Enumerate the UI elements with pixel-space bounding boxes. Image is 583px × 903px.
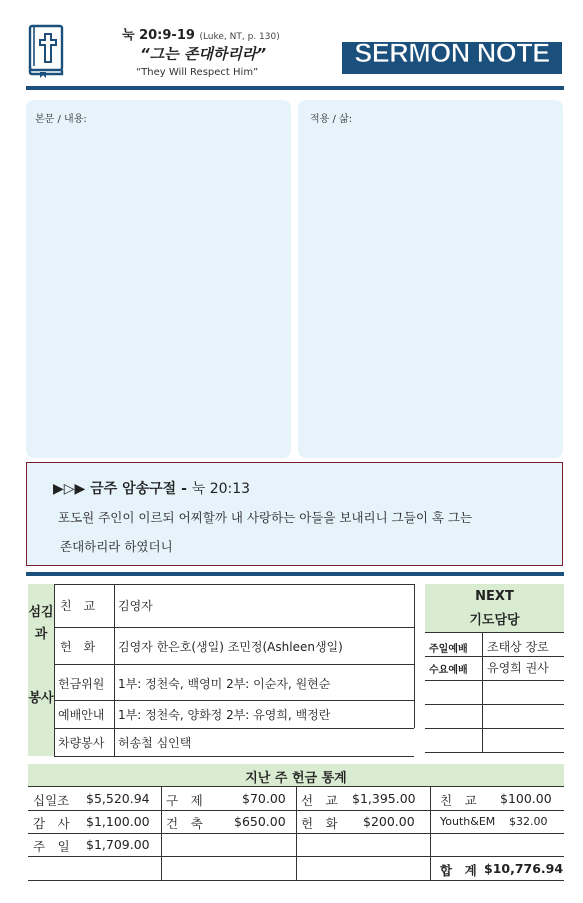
content-note-area[interactable] xyxy=(26,100,291,458)
offering-amount: $32.00 xyxy=(509,815,548,828)
bible-cross-icon xyxy=(26,22,68,78)
offering-label: 감 사 xyxy=(33,816,70,831)
offering-amount: $200.00 xyxy=(363,814,415,829)
offering-amount: $5,520.94 xyxy=(86,791,150,806)
scripture-note: (Luke, NT, p. 130) xyxy=(199,32,280,42)
offering-amount: $100.00 xyxy=(500,791,552,806)
duty-row-value: 1부: 정천숙, 양화정 2부: 유영희, 백정란 xyxy=(118,708,331,722)
memory-verse-text-line1: 포도원 주인이 이르되 어찌할까 내 사랑하는 아들을 보내리니 그들이 혹 그는 xyxy=(58,510,473,525)
next-prayer-title: NEXT xyxy=(475,589,514,604)
offering-label: 친 교 xyxy=(440,793,477,808)
application-note-label: 적용 / 삶: xyxy=(310,114,353,125)
next-prayer-label: 수요예배 xyxy=(429,665,468,676)
next-prayer-value: 유영희 권사 xyxy=(487,661,549,675)
offering-label: 주 일 xyxy=(33,839,70,854)
offering-amount: $650.00 xyxy=(234,814,286,829)
duty-row-label: 예배안내 xyxy=(58,708,105,722)
application-note-area[interactable] xyxy=(298,100,563,458)
duty-row-value: 1부: 정천숙, 백영미 2부: 이순자, 원현순 xyxy=(118,677,331,691)
section-divider xyxy=(26,572,564,576)
memory-verse-title xyxy=(53,478,250,498)
scripture-reference xyxy=(122,24,280,43)
duty-row-label: 헌 화 xyxy=(60,640,96,654)
duty-row-label: 헌금위원 xyxy=(58,677,105,691)
duty-row-label: 친 교 xyxy=(60,599,96,613)
offering-label: 구 제 xyxy=(166,793,203,808)
offering-total-label: 합 계 xyxy=(440,863,477,878)
offering-title: 지난 주 헌금 통계 xyxy=(245,771,347,786)
content-note-label: 본문 / 내용: xyxy=(35,114,87,125)
next-prayer-value: 조태상 장로 xyxy=(487,640,549,654)
duty-group1-label: 섬김과 xyxy=(28,605,54,642)
duty-row-value: 허송철 심인택 xyxy=(118,736,192,750)
offering-total-amount: $10,776.94 xyxy=(484,861,564,876)
offering-label: 헌 화 xyxy=(301,816,338,831)
sermon-note-title: SERMON NOTE xyxy=(354,38,550,68)
next-prayer-subtitle: 기도담당 xyxy=(469,613,520,628)
memory-verse-reference: 눅 20:13 xyxy=(191,481,251,497)
offering-amount: $1,100.00 xyxy=(86,814,150,829)
memory-verse-prefix: ▶▷▶ 금주 암송구절 - xyxy=(53,481,192,497)
offering-label: 십일조 xyxy=(33,793,70,808)
offering-label: 건 축 xyxy=(166,816,203,831)
memory-verse-text-line2: 존대하리라 하였더니 xyxy=(60,539,173,554)
next-prayer-label: 주일예배 xyxy=(429,644,468,655)
offering-amount: $1,709.00 xyxy=(86,837,150,852)
scripture: 눅 20:9-19 xyxy=(122,28,195,43)
header-divider xyxy=(26,86,564,90)
duty-row-value: 김영자 한은호(생일) 조민정(Ashleen생일) xyxy=(118,640,343,654)
offering-label: Youth&EM xyxy=(440,815,496,828)
duty-row-label: 차량봉사 xyxy=(58,736,105,750)
offering-label: 선 교 xyxy=(301,793,338,808)
offering-amount: $70.00 xyxy=(242,791,286,806)
sermon-title-english: “They Will Respect Him” xyxy=(136,67,259,78)
duty-row-value: 김영자 xyxy=(118,599,153,613)
offering-amount: $1,395.00 xyxy=(352,791,416,806)
sermon-title-korean: “그는 존대하리라” xyxy=(140,45,266,63)
duty-group2-label: 봉사 xyxy=(28,691,54,706)
